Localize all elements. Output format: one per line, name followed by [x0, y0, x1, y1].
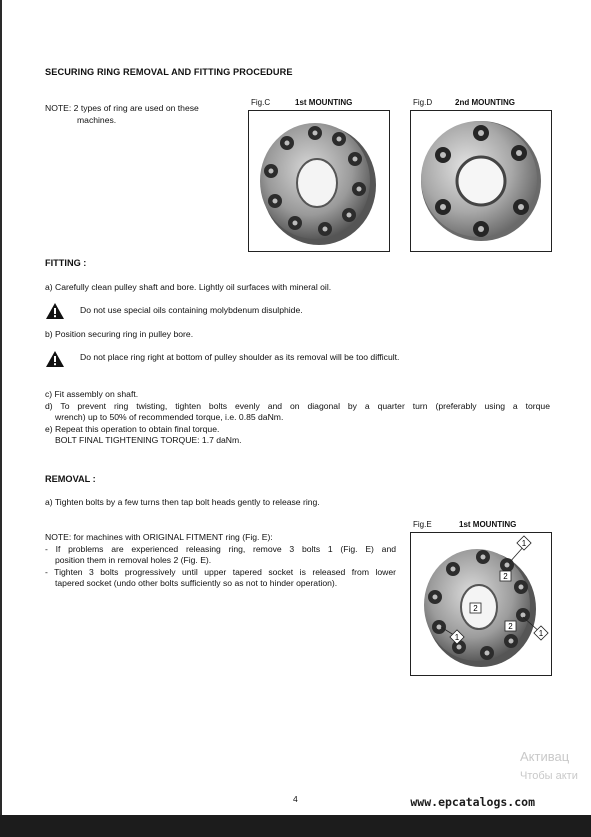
fitting-heading: FITTING : [45, 258, 87, 268]
fig-c-caption: 1st MOUNTING [295, 98, 353, 107]
svg-text:2: 2 [508, 622, 513, 631]
fitting-steps-cde [45, 389, 550, 447]
removal-note-p1-line2: position them in removal holes 2 (Fig. E). [55, 555, 212, 565]
svg-text:1: 1 [538, 629, 544, 638]
fig-e-marker-2a [500, 571, 511, 581]
warning-icon [45, 350, 65, 368]
removal-note-p2-line2: tapered socket (undo other bolts sufficiently so as not to hinder operation). [55, 578, 338, 588]
fig-d-caption: 2nd MOUNTING [455, 98, 515, 107]
fig-e-ring-image [411, 533, 551, 675]
fig-e-label [413, 520, 432, 529]
fig-e-marker-2c [470, 603, 481, 613]
page-title: SECURING RING REMOVAL AND FITTING PROCEDURE [45, 67, 293, 77]
fitting-step-d-line1: d) To prevent ring twisting, tighten bolts evenly and on diagonal by a quarter turn (preferably using a torque [45, 400, 550, 411]
removal-note [45, 532, 396, 590]
fig-e-caption: 1st MOUNTING [459, 520, 517, 529]
fig-c-label [251, 98, 270, 107]
fitting-step-d-line2: wrench) up to 50% of recommended torque, i.e. 0.85 daNm. [55, 412, 284, 422]
footer-bar [0, 815, 591, 837]
removal-note-title: NOTE: for machines with ORIGINAL FITMENT ring (Fig. E): [45, 532, 273, 542]
fitting-warning-1: Do not use special oils containing molybdenum disulphide. [80, 305, 303, 315]
removal-note-p2-line1: - Tighten 3 bolts progressively until upper tapered socket is released from lower [45, 566, 396, 577]
left-page-border [0, 0, 2, 837]
fig-c-frame [248, 110, 390, 252]
svg-text:2: 2 [473, 604, 478, 613]
fig-e-marker-2b [505, 621, 516, 631]
fig-d-ring-image [411, 111, 551, 251]
removal-step-a: a) Tighten bolts by a few turns then tap bolt heads gently to release ring. [45, 497, 320, 507]
footer-url[interactable]: www.epcatalogs.com [410, 795, 535, 809]
watermark-line2: Чтобы акти [520, 770, 578, 782]
fig-e-frame [410, 532, 552, 676]
fig-c-id: Fig.C [251, 98, 271, 107]
fig-d-id: Fig.D [413, 98, 433, 107]
note-intro [45, 103, 235, 126]
fitting-step-e: e) Repeat this operation to obtain final torque. [45, 423, 220, 434]
svg-text:2: 2 [503, 572, 508, 581]
fig-d-frame [410, 110, 552, 252]
removal-heading: REMOVAL : [45, 474, 96, 484]
fitting-warning-2: Do not place ring right at bottom of pulley shoulder as its removal will be too difficult. [80, 352, 400, 362]
fitting-step-c: c) Fit assembly on shaft. [45, 389, 139, 399]
svg-text:1: 1 [454, 633, 460, 642]
fig-e-id: Fig.E [413, 520, 432, 529]
fig-d-label [413, 98, 432, 107]
fitting-step-a: a) Carefully clean pulley shaft and bore. Lightly oil surfaces with mineral oil. [45, 282, 332, 292]
removal-note-p1-line1: - If problems are experienced releasing ring, remove 3 bolts 1 (Fig. E) and [45, 543, 396, 554]
fitting-step-b: b) Position securing ring in pulley bore. [45, 329, 194, 339]
fig-e-marker-1a [517, 536, 531, 550]
fig-c-ring-image [249, 111, 389, 251]
page-number: 4 [293, 794, 298, 804]
fig-e-marker-1b [534, 626, 548, 640]
warning-icon [45, 302, 65, 320]
fitting-torque: BOLT FINAL TIGHTENING TORQUE: 1.7 daNm. [55, 435, 242, 445]
note-intro-line1: NOTE: 2 types of ring are used on these [45, 103, 199, 113]
note-intro-line2: machines. [77, 114, 117, 125]
watermark-line1: Активац [520, 749, 570, 764]
svg-text:1: 1 [521, 539, 527, 548]
